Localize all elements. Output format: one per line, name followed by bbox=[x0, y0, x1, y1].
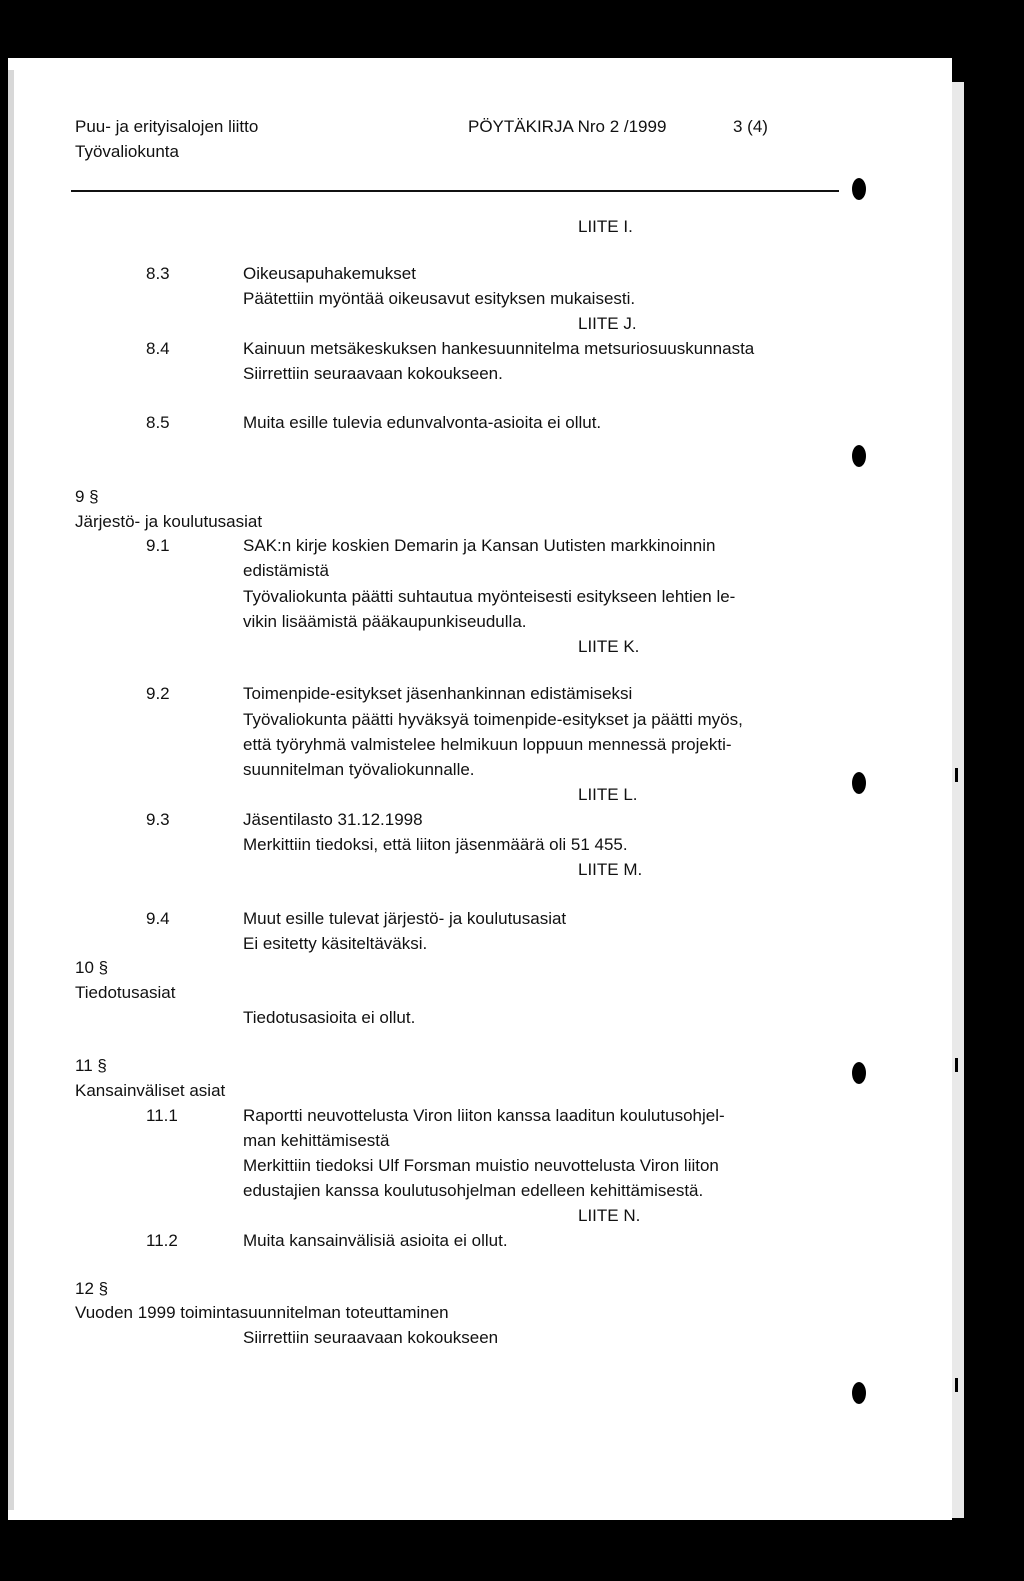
section-title: man kehittämisestä bbox=[243, 1131, 390, 1150]
punch-hole-mark bbox=[852, 1382, 866, 1404]
paragraph-title: Järjestö- ja koulutusasiat bbox=[75, 512, 263, 531]
scan-mark bbox=[955, 768, 958, 782]
section-number: 8.5 bbox=[146, 413, 170, 432]
punch-hole-mark bbox=[852, 772, 866, 794]
section-text: Työvaliokunta päätti hyväksyä toimenpide-esitykset ja päätti myös, bbox=[243, 710, 743, 729]
attachment-label: LIITE I. bbox=[578, 217, 633, 236]
section-title: edistämistä bbox=[243, 561, 329, 580]
section-text: vikin lisäämistä pääkaupunkiseudulla. bbox=[243, 612, 527, 631]
paragraph-title: Kansainväliset asiat bbox=[75, 1081, 226, 1100]
scan-edge-right bbox=[952, 82, 964, 1518]
attachment-label: LIITE L. bbox=[578, 785, 638, 804]
paragraph-number: 10 § bbox=[75, 958, 109, 977]
section-title: SAK:n kirje koskien Demarin ja Kansan Uutisten markkinoinnin bbox=[243, 536, 716, 555]
punch-hole-mark bbox=[852, 445, 866, 467]
section-text: suunnitelman työvaliokunnalle. bbox=[243, 760, 475, 779]
section-number: 11.1 bbox=[146, 1106, 178, 1125]
section-text: Ei esitetty käsiteltäväksi. bbox=[243, 934, 428, 953]
section-text: Merkittiin tiedoksi Ulf Forsman muistio neuvottelusta Viron liiton bbox=[243, 1156, 719, 1175]
paragraph-number: 12 § bbox=[75, 1279, 109, 1298]
header-committee: Työvaliokunta bbox=[75, 142, 179, 161]
section-number: 9.3 bbox=[146, 810, 170, 829]
paragraph-number: 9 § bbox=[75, 487, 99, 506]
section-text: että työryhmä valmistelee helmikuun loppuun mennessä projekti- bbox=[243, 735, 732, 754]
header-doc-title: PÖYTÄKIRJA Nro 2 /1999 bbox=[468, 117, 667, 136]
section-number: 9.1 bbox=[146, 536, 170, 555]
section-text: Siirrettiin seuraavaan kokoukseen bbox=[243, 1328, 499, 1347]
section-text: Muita esille tulevia edunvalvonta-asioita ei ollut. bbox=[243, 413, 602, 432]
scan-mark bbox=[955, 1058, 958, 1072]
attachment-label: LIITE J. bbox=[578, 314, 637, 333]
punch-hole-mark bbox=[852, 178, 866, 200]
header-rule bbox=[71, 190, 839, 192]
section-text: Merkittiin tiedoksi, että liiton jäsenmäärä oli 51 455. bbox=[243, 835, 628, 854]
attachment-label: LIITE N. bbox=[578, 1206, 641, 1225]
header-org: Puu- ja erityisalojen liitto bbox=[75, 117, 259, 136]
section-title: Kainuun metsäkeskuksen hankesuunnitelma metsuriosuuskunnasta bbox=[243, 339, 755, 358]
section-number: 11.2 bbox=[146, 1231, 178, 1250]
section-text: Päätettiin myöntää oikeusavut esityksen mukaisesti. bbox=[243, 289, 636, 308]
scan-edge-left bbox=[8, 70, 14, 1510]
section-title: Raportti neuvottelusta Viron liiton kanssa laaditun koulutusohjel- bbox=[243, 1106, 725, 1125]
header-page-number: 3 (4) bbox=[733, 117, 768, 136]
section-text: Tiedotusasioita ei ollut. bbox=[243, 1008, 416, 1027]
scan-mark bbox=[955, 1378, 958, 1392]
section-title: Toimenpide-esitykset jäsenhankinnan edistämiseksi bbox=[243, 684, 633, 703]
section-title: Muut esille tulevat järjestö- ja koulutusasiat bbox=[243, 909, 567, 928]
section-text: Muita kansainvälisiä asioita ei ollut. bbox=[243, 1231, 508, 1250]
section-text: edustajien kanssa koulutusohjelman edelleen kehittämisestä. bbox=[243, 1181, 704, 1200]
section-title: Oikeusapuhakemukset bbox=[243, 264, 416, 283]
paragraph-number: 11 § bbox=[75, 1056, 107, 1075]
paragraph-title: Tiedotusasiat bbox=[75, 983, 176, 1002]
section-title: Jäsentilasto 31.12.1998 bbox=[243, 810, 423, 829]
section-number: 8.4 bbox=[146, 339, 170, 358]
section-text: Siirrettiin seuraavaan kokoukseen. bbox=[243, 364, 503, 383]
section-number: 8.3 bbox=[146, 264, 170, 283]
attachment-label: LIITE K. bbox=[578, 637, 640, 656]
section-number: 9.2 bbox=[146, 684, 170, 703]
punch-hole-mark bbox=[852, 1062, 866, 1084]
section-number: 9.4 bbox=[146, 909, 170, 928]
paragraph-title: Vuoden 1999 toimintasuunnitelman toteuttaminen bbox=[75, 1303, 449, 1322]
attachment-label: LIITE M. bbox=[578, 860, 643, 879]
section-text: Työvaliokunta päätti suhtautua myönteisesti esitykseen lehtien le- bbox=[243, 587, 736, 606]
